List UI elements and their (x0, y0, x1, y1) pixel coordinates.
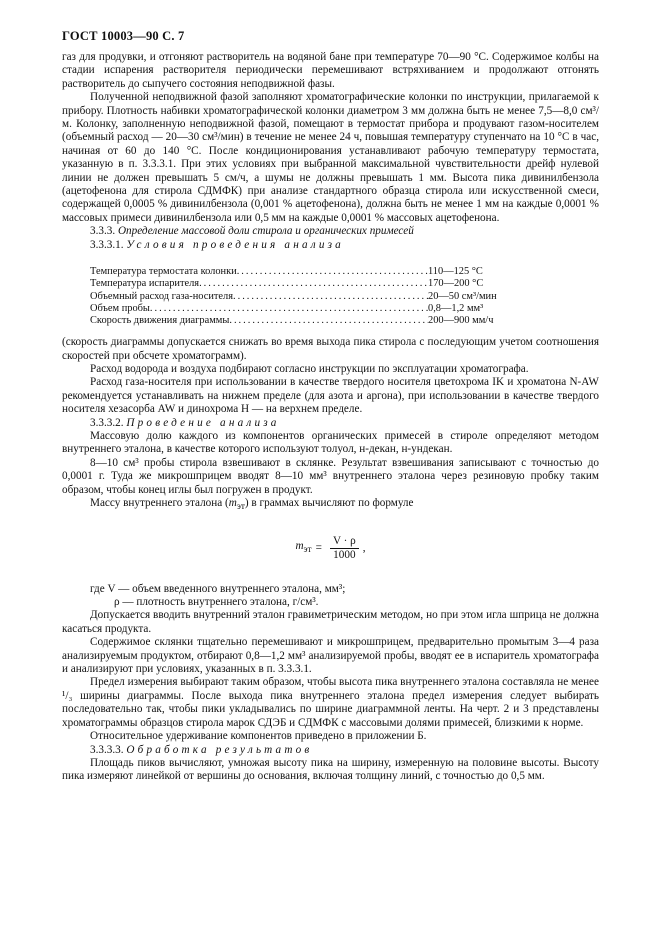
paragraph: Допускается вводить внутренний эталон гравиметрическим методом, но при этом игла шприца не должна касаться продукта. (62, 609, 599, 635)
formula-fraction (330, 535, 359, 563)
condition-label: Температура испарителя (90, 278, 200, 290)
conditions-row (90, 278, 520, 290)
formula-tail: , (362, 541, 366, 554)
formula-intro-sub: эт (236, 502, 245, 513)
paragraph: Расход газа-носителя при использовании в качестве твердого носителя цветохрома IK и хроматона N-AW рекомендуется устанавливать на нижнем пределе (для азота и аргона), при использовании в качестве твердого носителя хезасорба AW и динохрома Н — на верхнем пределе. (62, 376, 599, 416)
document-body (62, 51, 599, 784)
formula-lhs (295, 540, 311, 558)
condition-value: 200—900 мм/ч (428, 314, 494, 326)
condition-label: Скорость движения диаграммы (90, 314, 230, 326)
leader-dots (150, 303, 428, 315)
section-number: 3.3.3.3. (90, 743, 124, 756)
section-title: Проведение анализа (126, 416, 280, 429)
formula (62, 529, 599, 569)
formula-lhs-var: m (295, 539, 304, 552)
formula-intro-var: m (228, 496, 237, 509)
paragraph: Массовую долю каждого из компонентов органических примесей в стироле определяют методом внутреннего эталона, в качестве которого используют толуол, н-декан, н-ундекан. (62, 429, 599, 456)
conditions-row (90, 315, 520, 327)
section-number: 3.3.3.2. (90, 416, 124, 429)
section-title: Условия проведения анализа (126, 238, 344, 251)
condition-value: 110—125 °С (428, 266, 483, 278)
paragraph: газ для продувки, и отгоняют растворитель на водяной бане при температуре 70—90 °С. Содержимое колбы на стадии испарения растворителя периодически перемешивают встряхиванием и продолжают отгонять растворитель до сыпучего состояния неподвижной фазы. (62, 51, 599, 90)
formula-denominator: 1000 (333, 549, 356, 562)
paragraph: Относительное удерживание компонентов приведено в приложении Б. (90, 730, 427, 743)
conditions-table (90, 266, 520, 327)
section-number: 3.3.3. (90, 225, 116, 238)
paragraph: Содержимое склянки тщательно перемешивают и микрошприцем, предварительно промытым 3—4 раза анализируемым продуктом, отбирают 0,8—1,2 мм³ анализируемой пробы, вводят ее в испаритель хроматографа и анализируют при условиях, указанных в п. 3.3.3.1. (62, 636, 599, 676)
section-title: Обработка результатов (126, 743, 313, 756)
section-heading-3-3-3 (62, 225, 599, 238)
formula-intro (62, 497, 599, 515)
paragraph: Предел измерения выбирают таким образом, чтобы высота пика внутреннего эталона составляла не менее ¹/₃ ширины диаграммы. После выхода пика внутреннего эталона предел измерения следует выбирать последовательно так, чтобы пики укладывались по ширине диаграммной ленты. На черт. 2 и 3 представлены хроматограммы образцов стирола марок СДЭБ и СДМФК с массовыми долями примесей, близкими к норме. (62, 676, 599, 729)
formula-equals: = (315, 541, 322, 554)
condition-value: 170—200 °С (428, 278, 484, 290)
page-header: ГОСТ 10003—90 С. 7 (62, 29, 185, 43)
formula-intro-text: Массу внутреннего эталона ( (90, 496, 229, 509)
paragraph: (скорость диаграммы допускается снижать во время выхода пика стирола с последующим учетом соотношения скоростей при обсчете хроматограмм). (62, 336, 599, 362)
formula-numerator: V · ρ (330, 535, 359, 549)
section-heading-3-3-3-1 (62, 239, 599, 252)
paragraph: Расход водорода и воздуха подбирают согласно инструкции по эксплуатации хроматографа. (90, 362, 529, 375)
conditions-row (90, 266, 520, 278)
formula-intro-text: ) в граммах вычисляют по формуле (244, 496, 414, 509)
condition-label: Объем пробы (90, 302, 150, 314)
section-heading-3-3-3-3 (62, 744, 599, 757)
formula-where-rho: ρ — плотность внутреннего эталона, г/см³. (114, 596, 319, 609)
leader-dots (233, 291, 428, 303)
formula-lhs-sub: эт (303, 545, 312, 556)
paragraph: Полученной неподвижной фазой заполняют хроматографические колонки по инструкции, прилагаемой к прибору. Плотность набивки хроматографической колонки диаметром 3 мм должна быть не менее 7,5—8,0 см³/м. Колонку, заполненную неподвижной фазой, помещают в термостат прибора и продувают газом-носителем (объемный расход — 20—30 см³/мин) в течение не менее 24 ч, повышая температуру ступенчато на 10 °С в час, начиная от 60 до 140 °С. После кондиционирования устанавливают рабочую температуру термостата, указанную в п. 3.3.3.1. При этих условиях при выбранной максимальной чувствительности дрейф нулевой линии не должен превышать 5 см/ч, а шумы не должны превышать 1 мм. Высота пика дивинилбензола (ацетофенона для стирола СДМФК) при анализе стандартного образца стирола или искусственной смеси, содержащей 0,0005 % дивинилбензола (0,001 % ацетофенона), должна быть не менее 1 мм на каждые 0,0001 % массовых примеси дивинилбензола или 0,5 мм на каждые 0,0001 % массовых ацетофенона. (62, 91, 599, 224)
leader-dots (199, 278, 428, 290)
paragraph: 8—10 см³ пробы стирола взвешивают в склянке. Результат взвешивания записывают с точностью до 0,0001 г. Туда же микрошприцем вводят 8—10 мм³ внутреннего эталона через резиновую пробку таким образом, чтобы конец иглы был погружен в продукт. (62, 456, 599, 496)
condition-value: 0,8—1,2 мм³ (428, 302, 484, 314)
condition-label: Объемный расход газа-носителя (90, 290, 234, 302)
section-heading-3-3-3-2 (62, 417, 599, 430)
condition-label: Температура термостата колонки (90, 266, 237, 278)
condition-value: 20—50 см³/мин (428, 290, 497, 302)
leader-dots (237, 266, 428, 278)
conditions-row (90, 303, 520, 315)
leader-dots (229, 315, 428, 327)
conditions-row (90, 291, 520, 303)
formula-where-v: где V — объем введенного внутреннего эталона, мм³; (90, 582, 346, 595)
section-title: Определение массовой доли стирола и органических примесей (117, 225, 414, 238)
section-number: 3.3.3.1. (90, 238, 124, 251)
paragraph: Площадь пиков вычисляют, умножая высоту пика на ширину, измеренную на половине высоты. Высоту пика измеряют линейкой от вершины до основания, включая толщину линий, с точностью до 0,5 мм. (62, 756, 599, 783)
